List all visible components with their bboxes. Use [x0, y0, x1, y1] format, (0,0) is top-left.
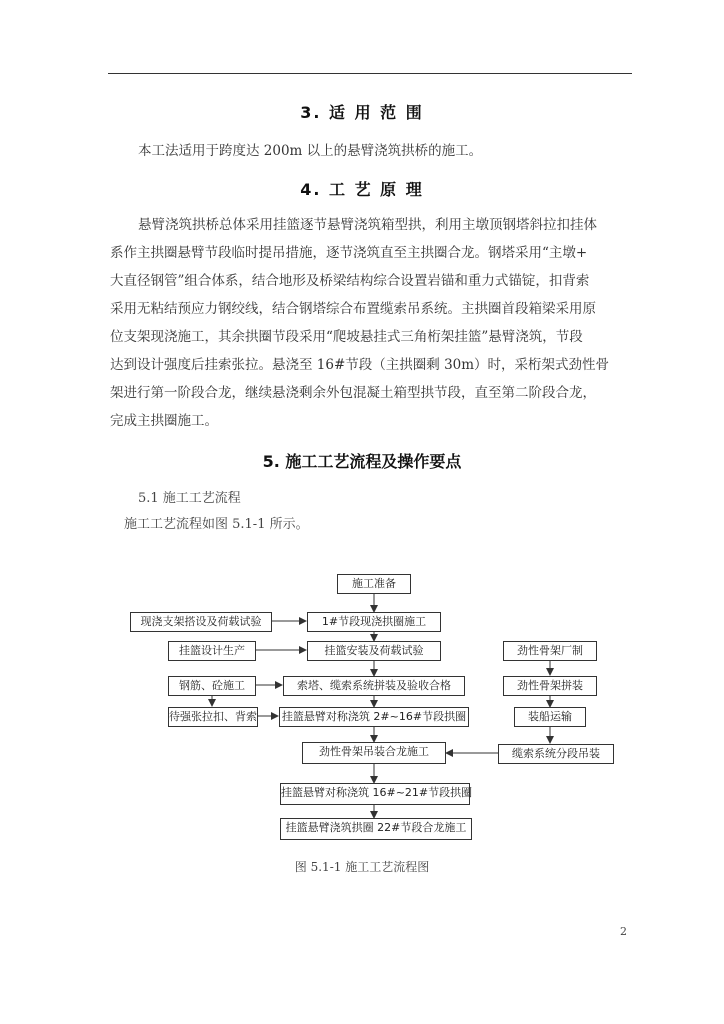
flow-box-left-2: 挂篮设计生产 [168, 641, 256, 661]
flow-box-center-5: 挂篮悬臂对称浇筑 2#~16#节段拱圈 [279, 707, 469, 727]
flow-box-center-1: 施工准备 [337, 574, 411, 594]
page-number: 2 [620, 925, 627, 938]
flow-box-left-4: 待强张拉扣、背索 [168, 707, 258, 727]
paragraph-line: 架进行第一阶段合龙，继续悬浇剩余外包混凝土箱型拱节段，直至第二阶段合龙， [110, 385, 596, 401]
flow-box-center-2: 1#节段现浇拱圈施工 [307, 612, 441, 632]
flow-box-right-1: 劲性骨架厂制 [503, 641, 597, 661]
section-3-heading: 3. 适 用 范 围 [300, 103, 424, 122]
flow-box-right-4: 缆索系统分段吊装 [498, 744, 614, 764]
paragraph-line: 采用无粘结预应力钢绞线，结合钢塔综合布置缆索吊系统。主拱圈首段箱梁采用原 [110, 301, 596, 317]
paragraph-line: 达到设计强度后挂索张拉。悬浇至 16#节段（主拱圈剩 30m）时，采桁架式劲性骨 [110, 357, 610, 373]
flow-intro-text: 施工工艺流程如图 5.1-1 所示。 [124, 517, 309, 532]
flow-box-center-7: 挂篮悬臂对称浇筑 16#~21#节段拱圈 [280, 783, 470, 805]
paragraph-line: 完成主拱圈施工。 [110, 413, 218, 429]
figure-caption: 图 5.1-1 施工工艺流程图 [294, 860, 430, 874]
section-4-heading: 4. 工 艺 原 理 [300, 180, 424, 199]
paragraph-line: 大直径钢管”组合体系，结合地形及桥梁结构综合设置岩锚和重力式锚锭，扣背索 [110, 273, 590, 289]
flow-box-center-6: 劲性骨架吊装合龙施工 [302, 742, 446, 764]
section-5-heading: 5. 施工工艺流程及操作要点 [262, 452, 462, 471]
paragraph-line: 系作主拱圈悬臂节段临时提吊措施，逐节浇筑直至主拱圈合龙。钢塔采用“主墩+ [110, 245, 588, 261]
flow-box-right-2: 劲性骨架拼装 [503, 676, 597, 696]
paragraph-line: 位支架现浇施工，其余拱圈节段采用“爬坡悬挂式三角桁架挂篮”悬臂浇筑，节段 [110, 329, 583, 345]
paragraph-line: 悬臂浇筑拱桥总体采用挂篮逐节悬臂浇筑箱型拱，利用主墩顶钢塔斜拉扣挂体 [138, 217, 597, 233]
flow-box-center-4: 索塔、缆索系统拼装及验收合格 [283, 676, 465, 696]
flow-box-center-8: 挂篮悬臂浇筑拱圈 22#节段合龙施工 [280, 818, 472, 840]
flow-box-right-3: 装船运输 [514, 707, 586, 727]
subsection-heading: 5.1 施工工艺流程 [138, 491, 241, 506]
flow-box-left-3: 钢筋、砼施工 [168, 676, 256, 696]
flow-box-left-1: 现浇支架搭设及荷载试验 [130, 612, 272, 632]
section-3-text: 本工法适用于跨度达 200m 以上的悬臂浇筑拱桥的施工。 [138, 143, 483, 159]
flow-box-center-3: 挂篮安装及荷载试验 [307, 641, 441, 661]
